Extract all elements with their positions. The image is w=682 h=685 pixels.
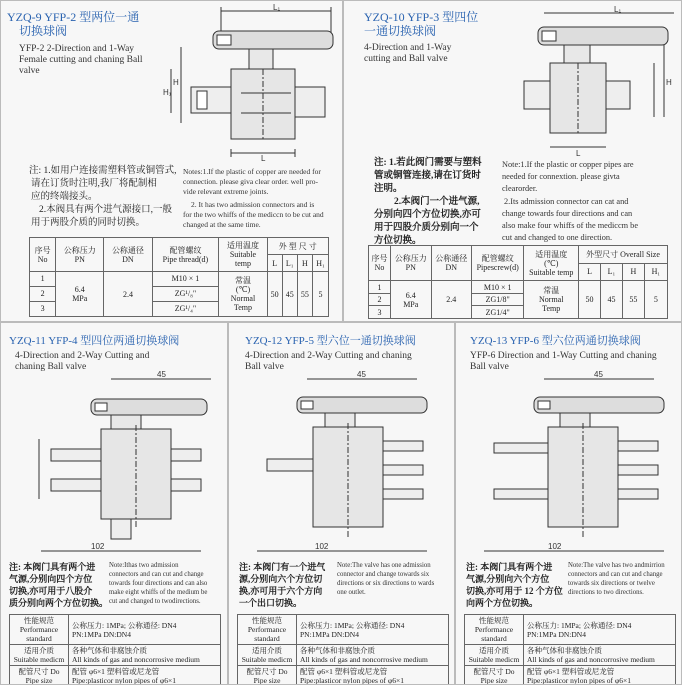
cell-h: 55	[297, 272, 312, 317]
th-h1: H₁	[312, 255, 328, 272]
th-l: L	[267, 255, 282, 272]
cell-no: 3	[369, 306, 391, 319]
panel-subtitle: 4-Direction and 2-Way Cutting and	[15, 351, 150, 361]
note-en: towards four directions and can also	[109, 580, 208, 587]
note-cn: 分别向四个方位切换,亦可	[374, 210, 481, 220]
note-en: also make four whiffs of the mediccm be	[502, 221, 639, 230]
th-dn: 公称通径	[111, 245, 144, 255]
note-en: for the two whiffs of the mediccn to be cut and	[183, 210, 324, 219]
panel-yzq13	[455, 322, 682, 685]
panel-title: YZQ-13 YFP-6 型六位两通切换球阀	[470, 335, 641, 347]
note-cn: 用于两股介质的同时切换。	[31, 218, 146, 228]
note-cn: 注: 本阀门有一个进气	[239, 562, 326, 572]
panel-yzq12	[228, 322, 455, 685]
perf-header-en: Performance standard	[19, 625, 59, 643]
panel-subtitle: cutting and Ball valve	[364, 54, 448, 64]
note-cn: 注: 本阀门具有两个进	[466, 562, 553, 572]
cell-dn: 2.4	[104, 272, 152, 317]
th-temp-en: Suitable	[229, 250, 257, 259]
note-cn: 方位切换。	[374, 236, 422, 246]
dim-bottom-label: 102	[315, 542, 329, 551]
perf-value: 各种气体和非腐蚀介质	[300, 646, 375, 655]
perf-header-en: Suitable medicm	[13, 655, 65, 664]
svg-text:H: H	[173, 78, 179, 87]
cell-pn-unit: MPa	[72, 294, 88, 303]
note-cn: 请在订货时注明,我厂将配制相	[31, 179, 157, 189]
cell-no: 3	[30, 301, 56, 316]
th-h1: H₁	[644, 263, 667, 281]
perf-header-en: Performance standard	[247, 625, 287, 643]
cell-no: 1	[30, 272, 56, 287]
note-en: connectors and can cut and change	[568, 571, 663, 578]
cell-dn: 2.4	[431, 281, 472, 319]
th-dim: 外型尺寸 Overall Size	[579, 246, 668, 264]
note-en: Note:Ithas two admission	[109, 562, 179, 569]
perf-value-en: Pipe:plasticor nylon pipes of φ6×1	[72, 676, 176, 685]
note-cn: 向两个方位切换。	[466, 598, 539, 608]
perf-value-en: All kinds of gas and noncorrosive medium	[300, 655, 428, 664]
cell-l: 50	[267, 272, 282, 317]
cell-temp: Normal	[230, 294, 256, 303]
note-cn: 换,亦可用于六个方向	[239, 586, 323, 596]
perf-value: 公称压力: 1MPa; 公称通径: DN4	[72, 620, 177, 630]
svg-text:L₁: L₁	[273, 3, 281, 12]
note-cn: 源,分别向六个方位切	[239, 574, 323, 584]
performance-table	[464, 614, 676, 685]
performance-table	[9, 614, 221, 685]
perf-value-en: Pipe:plasticor nylon pipes of φ6×1	[300, 676, 404, 685]
panel-title: YZQ-11 YFP-4 型四位两通切换球阀	[9, 335, 180, 347]
note-en: connectors and can cut and change	[109, 571, 204, 578]
perf-header-en: Suitable medicm	[241, 655, 293, 664]
th-dn-en: DN	[445, 263, 458, 273]
cell-pipe: ZG¹/₈"	[152, 286, 219, 301]
cell-temp: 常温	[543, 286, 560, 296]
perf-header: 性能规范	[24, 616, 54, 625]
note-en: cut and changed to one direction.	[502, 233, 613, 242]
perf-value: 各种气体和非腐蚀介质	[72, 646, 147, 655]
cell-pn: 6.4	[405, 290, 416, 300]
th-no-en: No	[374, 263, 385, 273]
perf-header-en: Performance standard	[474, 625, 514, 643]
note-en: Note:1.If the plastic or copper pipes are	[502, 160, 634, 169]
th-h: H	[622, 263, 644, 281]
note-en: changed at the same time.	[183, 220, 261, 229]
perf-header: 性能规范	[479, 616, 509, 625]
note-en: 2. It has two admission connectors and is	[191, 200, 315, 209]
th-pn-en: PN	[405, 263, 416, 273]
note-cn: 2.本阀门一个进气源,	[394, 197, 480, 207]
note-en: connector and change towards six	[337, 571, 430, 578]
th-pipe: 配管螺纹	[169, 245, 202, 255]
valve-drawing	[151, 3, 343, 161]
th-dim: 外 型 尺 寸	[267, 238, 328, 255]
perf-header: 适用介质	[252, 646, 282, 655]
note-cn: 应的终端接头。	[31, 192, 98, 202]
svg-text:L₁: L₁	[614, 5, 622, 14]
note-en: Note:The valve has one admission	[337, 562, 431, 569]
note-cn: 切换,亦可用于 12 个方位	[466, 586, 563, 596]
cell-l1: 45	[600, 281, 622, 319]
panel-subtitle: Ball valve	[245, 362, 284, 372]
cell-temp: 常温	[234, 276, 251, 285]
panel-subtitle: YFP-6 Direction and 1-Way Cutting and chaning	[470, 351, 657, 361]
note-en: cut and changed to twodirections.	[109, 598, 201, 605]
cell-pipe: M10 × 1	[152, 272, 219, 287]
th-pipe: 配管螺纹	[481, 254, 514, 264]
note-en: clearorder.	[502, 184, 538, 193]
cell-h: 55	[622, 281, 644, 319]
panel-subtitle: 4-Direction and 2-Way Cutting and chaning	[245, 351, 412, 361]
th-pipe-en: Pipescrew(d)	[476, 263, 519, 273]
perf-value-en: PN:1MPa DN:DN4	[300, 629, 359, 639]
cell-pipe: M10 × 1	[472, 281, 524, 294]
th-pn: 公称压力	[63, 245, 96, 255]
note-en: needed for connextion. please givta	[502, 172, 620, 181]
cell-pipe: ZG1/4"	[472, 306, 524, 319]
valve-drawing	[237, 369, 449, 559]
panel-title: YZQ-9 YFP-2 型两位一通	[7, 10, 140, 24]
dim-top-label: 45	[157, 370, 166, 379]
performance-table	[237, 614, 449, 685]
th-no-en: No	[37, 254, 48, 264]
cell-h1: 5	[312, 272, 328, 317]
note-en: Notes:1.If the plastic of copper are needed for	[183, 167, 321, 176]
perf-value-en: Pipe:plasticor nylon pipes of φ6×1	[527, 676, 631, 685]
note-cn: 注: 本阀门具有两个进	[9, 562, 96, 572]
dim-bottom-label: 102	[548, 542, 562, 551]
cell-temp: (℃)	[235, 285, 251, 294]
svg-text:H: H	[666, 78, 672, 87]
spec-table	[368, 245, 668, 319]
panel-subtitle: 4-Direction and 1-Way	[364, 43, 452, 53]
perf-header: 配管尺寸 Do	[246, 667, 288, 676]
perf-header-en: Pipe size	[253, 676, 281, 685]
th-temp-en: (℃)	[544, 258, 559, 268]
note-en: Note:The valve has two andmirrion	[568, 562, 665, 569]
perf-header-en: Pipe size	[480, 676, 508, 685]
perf-header: 配管尺寸 Do	[18, 667, 60, 676]
cell-pn: 6.4	[74, 285, 85, 294]
svg-text:H₁: H₁	[163, 88, 172, 97]
panel-title-line2: 切换球阀	[19, 24, 68, 38]
perf-header: 配管尺寸 Do	[473, 667, 515, 676]
note-cn: 气源,分别向四个方位	[9, 574, 93, 584]
perf-value: 公称压力: 1MPa; 公称通径: DN4	[527, 620, 632, 630]
th-no: 序号	[371, 254, 388, 264]
valve-drawing	[464, 369, 676, 559]
note-en: make eight whiffs of the medium be	[109, 589, 208, 596]
th-no: 序号	[34, 245, 51, 255]
note-cn: 气源,分别向六个方位	[466, 574, 550, 584]
th-temp: 适用温度	[535, 249, 568, 259]
perf-value: 配管 φ6×1 塑料管或尼龙管	[527, 667, 615, 676]
note-en: change towards four directions and can	[502, 209, 633, 218]
panel-yzq9	[0, 0, 343, 322]
valve-drawing	[11, 369, 223, 559]
perf-value-en: All kinds of gas and noncorrosive medium	[72, 655, 200, 664]
valve-drawing	[494, 5, 680, 157]
panel-title: YZQ-12 YFP-5 型六位一通切换球阀	[245, 335, 416, 347]
note-en: one outlet.	[337, 589, 366, 596]
note-en: directions or six directions to wards	[337, 580, 435, 587]
cell-temp: Temp	[233, 303, 253, 312]
note-cn: 质分别向两个方位切换。	[9, 598, 109, 608]
cell-pipe: ZG1/8"	[472, 293, 524, 306]
perf-header-en: Pipe size	[25, 676, 53, 685]
perf-value-en: PN:1MPa DN:DN4	[527, 629, 586, 639]
cell-pn-unit: MPa	[403, 299, 419, 309]
note-en: vide relevant extreme joints.	[183, 187, 269, 196]
note-cn: 注: 1.如用户连接需塑料管或铜管式,	[29, 166, 177, 176]
perf-value-en: All kinds of gas and noncorrosive medium	[527, 655, 655, 664]
note-cn: 切换,亦可用于八股介	[9, 586, 93, 596]
panel-yzq11	[0, 322, 228, 685]
th-dn-en: DN	[122, 254, 134, 264]
svg-text:L: L	[261, 154, 266, 161]
panel-subtitle: YFP-2 2-Direction and 1-Way	[19, 44, 135, 54]
panel-subtitle: chaning Ball valve	[15, 362, 87, 372]
perf-value: 配管 φ6×1 塑料管或尼龙管	[300, 667, 388, 676]
panel-subtitle: valve	[19, 66, 40, 76]
note-cn: 注: 1.若此阀门需要与塑料	[374, 158, 482, 168]
cell-l1: 45	[282, 272, 297, 317]
cell-no: 2	[369, 293, 391, 306]
note-cn: 2.本阀具有两个进气源接口,一般	[39, 205, 173, 215]
cell-temp: Normal	[539, 295, 564, 305]
perf-header: 适用介质	[24, 646, 54, 655]
dim-bottom-label: 102	[91, 542, 105, 551]
note-cn: 一个出口切换。	[239, 598, 303, 608]
cell-no: 2	[30, 286, 56, 301]
note-en: directions to two directions.	[568, 589, 644, 596]
note-en: 2.Its admission connector can cat and	[504, 197, 629, 206]
perf-value: 配管 φ6×1 塑料管或尼龙管	[72, 667, 160, 676]
th-pn: 公称压力	[394, 254, 427, 264]
perf-header: 适用介质	[479, 646, 509, 655]
th-temp-en: temp	[234, 259, 251, 268]
perf-value-en: PN:1MPa DN:DN4	[72, 629, 131, 639]
cell-l: 50	[579, 281, 601, 319]
panel-subtitle: Female cutting and chaning Ball	[19, 55, 143, 65]
cell-temp: Temp	[542, 304, 561, 314]
th-h: H	[297, 255, 312, 272]
perf-header: 性能规范	[252, 616, 282, 625]
cell-h1: 5	[644, 281, 667, 319]
panel-subtitle: Ball valve	[470, 362, 509, 372]
note-cn: 注明。	[374, 184, 403, 194]
note-en: connection. please giva clear order. well pro-	[183, 177, 318, 186]
th-dn: 公称通径	[435, 254, 468, 264]
th-temp: 适用温度	[226, 241, 259, 250]
panel-yzq10	[343, 0, 682, 322]
perf-value: 公称压力: 1MPa; 公称通径: DN4	[300, 620, 405, 630]
th-l1: L₁	[600, 263, 622, 281]
dim-top-label: 45	[357, 370, 366, 379]
panel-title-line2: 一通切换球阀	[364, 24, 437, 38]
th-temp-en: Suitable temp	[529, 267, 574, 277]
dim-top-label: 45	[594, 370, 603, 379]
svg-text:L: L	[576, 149, 581, 157]
perf-header-en: Suitable medicm	[468, 655, 520, 664]
note-cn: 用于四股介质分别向一个	[374, 223, 479, 233]
cell-no: 1	[369, 281, 391, 294]
cell-pipe: ZG¹/₄"	[152, 301, 219, 316]
note-cn: 管或铜管连接,请在订货时	[374, 171, 481, 181]
note-en: towards six directions or twelve	[568, 580, 655, 587]
th-pn-en: PN	[74, 254, 85, 264]
perf-value: 各种气体和非腐蚀介质	[527, 646, 602, 655]
th-l1: L₁	[282, 255, 297, 272]
th-l: L	[579, 263, 601, 281]
th-pipe-en: Pipe thread(d)	[162, 254, 209, 264]
panel-title: YZQ-10 YFP-3 型四位	[364, 10, 479, 24]
spec-table	[29, 237, 329, 317]
